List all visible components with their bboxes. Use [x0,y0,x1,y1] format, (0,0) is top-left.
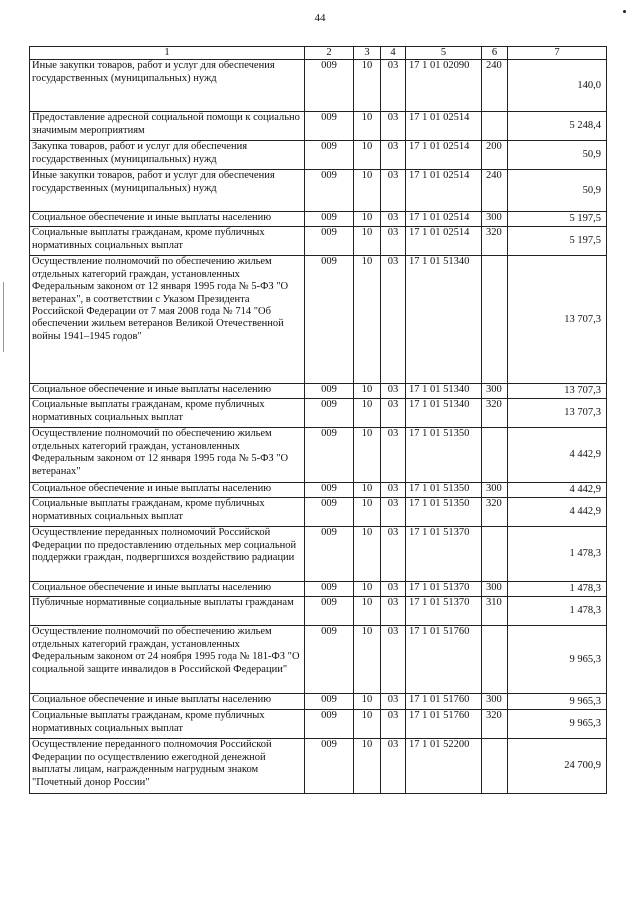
row-subsection: 03 [381,710,406,739]
table-row [30,399,607,428]
row-expense-type: 240 [482,170,508,212]
row-ministry-code: 009 [305,597,354,626]
row-subsection: 03 [381,60,406,112]
table-row [30,597,607,626]
row-expense-type: 300 [482,212,508,227]
row-name: Осуществление переданных полномочий Российской Федерации по предоставлению отдельных мер социальной поддержки граждан, подвергшихся воздействию радиации [30,527,305,582]
row-target-code: 17 1 01 51370 [406,527,482,582]
row-name: Социальное обеспечение и иные выплаты населению [30,384,305,399]
row-expense-type: 200 [482,141,508,170]
row-expense-type: 320 [482,227,508,256]
row-target-code: 17 1 01 51340 [406,256,482,384]
table-row [30,141,607,170]
table-row [30,710,607,739]
row-amount: 13 707,3 [508,399,607,428]
row-subsection: 03 [381,112,406,141]
row-amount: 140,0 [508,60,607,112]
row-name: Социальное обеспечение и иные выплаты населению [30,212,305,227]
row-amount: 24 700,9 [508,739,607,794]
row-subsection: 03 [381,399,406,428]
row-section: 10 [354,212,381,227]
row-target-code: 17 1 01 51350 [406,498,482,527]
row-amount: 5 197,5 [508,212,607,227]
row-name: Предоставление адресной социальной помощи к социально значимым мероприятиям [30,112,305,141]
row-expense-type [482,626,508,694]
row-section: 10 [354,582,381,597]
row-expense-type [482,527,508,582]
table-row [30,60,607,112]
row-subsection: 03 [381,227,406,256]
row-ministry-code: 009 [305,498,354,527]
row-expense-type: 300 [482,582,508,597]
table-row [30,428,607,483]
row-name: Осуществление полномочий по обеспечению жильем отдельных категорий граждан, установленных Федеральным законом от 12 января 1995 года № 5-ФЗ "О ветеранах" [30,428,305,483]
table-row [30,112,607,141]
row-section: 10 [354,710,381,739]
table-row [30,212,607,227]
row-ministry-code: 009 [305,256,354,384]
row-ministry-code: 009 [305,141,354,170]
row-subsection: 03 [381,428,406,483]
row-ministry-code: 009 [305,483,354,498]
row-ministry-code: 009 [305,384,354,399]
table-row [30,384,607,399]
row-section: 10 [354,141,381,170]
header-col-1: 1 [30,47,305,60]
row-expense-type [482,112,508,141]
table-row [30,582,607,597]
row-section: 10 [354,597,381,626]
table-row [30,227,607,256]
row-subsection: 03 [381,527,406,582]
header-col-4: 4 [381,47,406,60]
row-target-code: 17 1 01 51370 [406,597,482,626]
row-expense-type [482,739,508,794]
row-section: 10 [354,527,381,582]
row-name: Осуществление полномочий по обеспечению жильем отдельных категорий граждан, установленных Федеральным законом от 24 ноября 1995 года № 181-ФЗ "О социальной защите инвалидов в Российской Федерации" [30,626,305,694]
row-name: Социальные выплаты гражданам, кроме публичных нормативных социальных выплат [30,710,305,739]
row-amount: 50,9 [508,141,607,170]
row-ministry-code: 009 [305,212,354,227]
row-ministry-code: 009 [305,227,354,256]
row-amount: 1 478,3 [508,597,607,626]
row-amount: 4 442,9 [508,428,607,483]
row-amount: 1 478,3 [508,527,607,582]
header-col-7: 7 [508,47,607,60]
row-subsection: 03 [381,170,406,212]
row-section: 10 [354,739,381,794]
row-section: 10 [354,256,381,384]
row-amount: 1 478,3 [508,582,607,597]
row-expense-type: 320 [482,399,508,428]
row-subsection: 03 [381,739,406,794]
row-ministry-code: 009 [305,739,354,794]
row-subsection: 03 [381,483,406,498]
row-target-code: 17 1 01 51350 [406,428,482,483]
scan-dot [623,10,626,13]
row-subsection: 03 [381,384,406,399]
row-section: 10 [354,227,381,256]
row-ministry-code: 009 [305,428,354,483]
row-subsection: 03 [381,141,406,170]
row-amount: 9 965,3 [508,710,607,739]
table-row [30,483,607,498]
header-col-3: 3 [354,47,381,60]
row-subsection: 03 [381,212,406,227]
row-ministry-code: 009 [305,399,354,428]
row-subsection: 03 [381,498,406,527]
row-ministry-code: 009 [305,694,354,710]
table-header-row [30,47,607,60]
row-name: Социальные выплаты гражданам, кроме публичных нормативных социальных выплат [30,498,305,527]
row-expense-type: 300 [482,483,508,498]
row-expense-type [482,256,508,384]
row-ministry-code: 009 [305,527,354,582]
row-subsection: 03 [381,597,406,626]
row-subsection: 03 [381,582,406,597]
row-target-code: 17 1 01 02514 [406,112,482,141]
table-row [30,170,607,212]
row-name: Публичные нормативные социальные выплаты гражданам [30,597,305,626]
row-name: Иные закупки товаров, работ и услуг для обеспечения государственных (муниципальных) нужд [30,60,305,112]
row-amount: 9 965,3 [508,626,607,694]
row-expense-type: 300 [482,694,508,710]
table-row [30,256,607,384]
row-ministry-code: 009 [305,60,354,112]
row-name: Осуществление полномочий по обеспечению жильем отдельных категорий граждан, установленных Федеральным законом от 12 января 1995 года № 5-ФЗ "О ветеранах", в соответствии с Указом Президента Российской Федерации от 7 мая 2008 года № 714 "Об обеспечении жильем ветеранов Великой Отечественной войны 1941–1945 годов" [30,256,305,384]
row-section: 10 [354,60,381,112]
row-ministry-code: 009 [305,112,354,141]
row-subsection: 03 [381,256,406,384]
row-target-code: 17 1 01 02514 [406,212,482,227]
row-target-code: 17 1 01 51760 [406,694,482,710]
table-row [30,694,607,710]
row-section: 10 [354,483,381,498]
row-target-code: 17 1 01 51350 [406,483,482,498]
row-target-code: 17 1 01 52200 [406,739,482,794]
row-target-code: 17 1 01 51340 [406,399,482,428]
row-expense-type: 310 [482,597,508,626]
row-section: 10 [354,428,381,483]
row-ministry-code: 009 [305,626,354,694]
row-expense-type [482,428,508,483]
row-target-code: 17 1 01 51340 [406,384,482,399]
row-target-code: 17 1 01 02514 [406,227,482,256]
budget-table [29,46,607,794]
row-name: Социальные выплаты гражданам, кроме публичных нормативных социальных выплат [30,399,305,428]
row-amount: 5 248,4 [508,112,607,141]
margin-mark [3,282,4,352]
header-col-5: 5 [406,47,482,60]
row-amount: 4 442,9 [508,483,607,498]
row-name: Социальное обеспечение и иные выплаты населению [30,694,305,710]
row-target-code: 17 1 01 02514 [406,141,482,170]
row-subsection: 03 [381,694,406,710]
row-name: Социальные выплаты гражданам, кроме публичных нормативных социальных выплат [30,227,305,256]
row-ministry-code: 009 [305,710,354,739]
row-target-code: 17 1 01 51760 [406,710,482,739]
row-amount: 5 197,5 [508,227,607,256]
table-row [30,626,607,694]
page-number: 44 [314,12,326,24]
row-amount: 4 442,9 [508,498,607,527]
row-section: 10 [354,498,381,527]
row-expense-type: 300 [482,384,508,399]
table-row [30,527,607,582]
table-row [30,739,607,794]
row-target-code: 17 1 01 02090 [406,60,482,112]
header-col-6: 6 [482,47,508,60]
row-name: Иные закупки товаров, работ и услуг для обеспечения государственных (муниципальных) нужд [30,170,305,212]
row-ministry-code: 009 [305,170,354,212]
row-target-code: 17 1 01 51370 [406,582,482,597]
row-target-code: 17 1 01 02514 [406,170,482,212]
row-name: Социальное обеспечение и иные выплаты населению [30,582,305,597]
row-name: Осуществление переданного полномочия Российской Федерации по осуществлению ежегодной денежной выплаты лицам, награжденным нагрудным знаком "Почетный донор России" [30,739,305,794]
row-ministry-code: 009 [305,582,354,597]
row-section: 10 [354,626,381,694]
row-section: 10 [354,694,381,710]
row-expense-type: 240 [482,60,508,112]
row-expense-type: 320 [482,498,508,527]
row-subsection: 03 [381,626,406,694]
row-amount: 9 965,3 [508,694,607,710]
row-section: 10 [354,112,381,141]
row-expense-type: 320 [482,710,508,739]
row-section: 10 [354,399,381,428]
row-section: 10 [354,384,381,399]
row-amount: 13 707,3 [508,256,607,384]
row-amount: 13 707,3 [508,384,607,399]
table-row [30,498,607,527]
row-target-code: 17 1 01 51760 [406,626,482,694]
header-col-2: 2 [305,47,354,60]
row-name: Закупка товаров, работ и услуг для обеспечения государственных (муниципальных) нужд [30,141,305,170]
row-name: Социальное обеспечение и иные выплаты населению [30,483,305,498]
row-amount: 50,9 [508,170,607,212]
row-section: 10 [354,170,381,212]
